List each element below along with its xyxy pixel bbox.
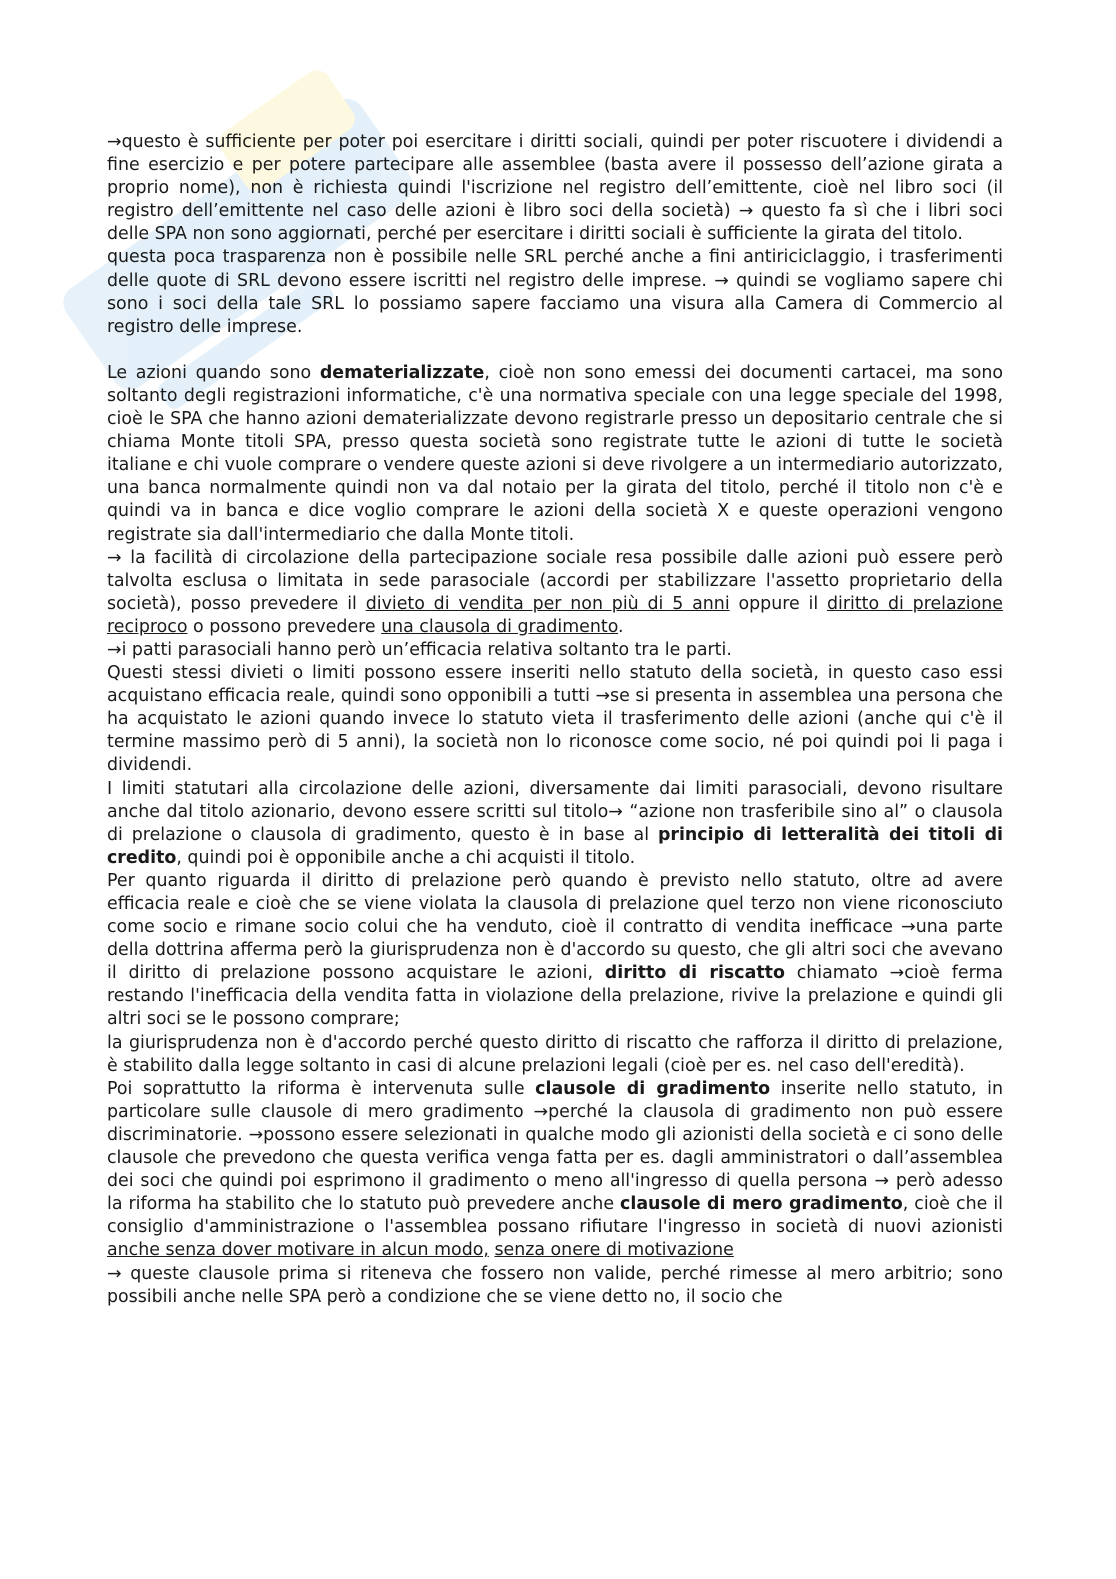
underlined-term: anche senza dover motivare in alcun modo, [107,1240,489,1261]
paragraph-5 [107,639,1003,662]
paragraph-gap [107,339,1003,362]
text-run: questa poca trasparenza non è possibile nelle SRL perché anche a fini antiriciclaggio, i trasferimenti delle quote di SRL devono essere iscritti nel registro delle imprese. → quindi se vogliamo sapere chi sono i soci della tale SRL lo possiamo sapere facciamo una visura alla Camera di Commercio al registro delle imprese. [107,247,1003,337]
paragraph-4 [107,547,1003,639]
bold-term: clausole di mero gradimento [620,1194,903,1215]
text-run: inserite nello statuto, in particolare sulle clausole di mero gradimento →perché la clausola di gradimento non può essere discriminatorie. →possono essere selezionati in qualche modo gli azionisti della società e ci sono delle clausole che prevedono che questa verifica venga fatta per es. dagli amministratori o dall’assemblea dei soci che quindi poi esprimono il gradimento o meno all'ingresso di quella persona → però adesso la riforma ha stabilito che lo statuto può prevedere anche [107,1078,1004,1215]
bold-term: dematerializzate [319,362,485,383]
paragraph-11 [107,1263,1003,1309]
underlined-term: diritto di prelazione reciproco [107,593,1003,637]
text-run: oppure il [729,593,828,614]
paragraph-9 [107,1032,1003,1078]
text-run: . [618,616,624,637]
paragraph-10 [107,1078,1003,1263]
paragraph-8 [107,870,1003,1032]
text-run: o possono prevedere [187,616,382,637]
paragraph-2 [107,246,1003,338]
bold-term: clausole di gradimento [535,1078,771,1099]
bold-term: diritto di riscatto [604,963,785,984]
text-run: , cioè che il consiglio d'amministrazione o l'assemblea possano rifiutare l'ingresso in società di nuovi azionisti [107,1194,1003,1238]
text-run: , cioè non sono emessi dei documenti cartacei, ma sono soltanto degli registrazioni informatiche, c'è una normativa speciale con una legge speciale del 1998, cioè le SPA che hanno azioni dematerializzate devono registrarle presso un depositario centrale che si chiama Monte titoli SPA, presso questa società sono registrate tutte le azioni di tutte le società italiane e chi vuole comprare o vendere queste azioni si deve rivolgere a un intermediario autorizzato, una banca normalmente quindi non va dal notaio per la girata del titolo, perché il titolo non c'è e quindi va in banca e dice voglio comprare le azioni della società X e queste operazioni vengono registrate sia dall'intermediario che dalla Monte titoli. [107,362,1003,545]
underlined-term: senza onere di motivazione [494,1240,734,1261]
underlined-term: divieto di vendita per non più di 5 anni [365,593,730,614]
text-run: Per quanto riguarda il diritto di prelazione però quando è previsto nello statuto, oltre ad avere efficacia reale e cioè che se viene violata la clausola di prelazione quel terzo non viene riconosciuto come socio e rimane socio colui che ha venduto, cioè il contratto di vendita inefficace →una parte della dottrina afferma però la giurisprudenza non è d'accordo su questo, che gli altri soci che avevano il diritto di prelazione possono acquistare le azioni, [107,870,1003,984]
text-run: I limiti statutari alla circolazione delle azioni, diversamente dai limiti parasociali, devono risultare anche dal titolo azionario, devono essere scritti sul titolo→ “azione non trasferibile sino al” o clausola di prelazione o clausola di gradimento, questo è in base al [107,778,1003,845]
underlined-term: una clausola di gradimento [381,616,619,637]
text-run: →i patti parasociali hanno però un’efficacia relativa soltanto tra le parti. [107,639,732,660]
text-run: Poi soprattutto la riforma è intervenuta sulle [107,1078,536,1099]
paragraph-7 [107,778,1003,870]
text-run: Le azioni quando sono [107,362,320,383]
paragraph-6 [107,662,1003,777]
document-body [107,131,1003,1309]
text-run: → la facilità di circolazione della partecipazione sociale resa possibile dalle azioni può essere però talvolta esclusa o limitata in sede parasociale (accordi per stabilizzare l'assetto proprietario della società), posso prevedere il [107,547,1003,614]
text-run: → queste clausole prima si riteneva che fossero non valide, perché rimesse al mero arbitrio; sono possibili anche nelle SPA però a condizione che se viene detto no, il socio che [107,1263,1003,1307]
text-run: →questo è sufficiente per poter poi esercitare i diritti sociali, quindi per poter riscuotere i dividendi a fine esercizio e per potere partecipare alle assemblee (basta avere il possesso dell’azione girata a proprio nome), non è richiesta quindi l'iscrizione nel registro dell’emittente, cioè nel libro soci (il registro dell’emittente nel caso delle azioni è libro soci della società) → questo fa sì che i libri soci delle SPA non sono aggiornati, perché per esercitare i diritti sociali è sufficiente la girata del titolo. [107,132,1003,245]
text-run: Questi stessi divieti o limiti possono essere inseriti nello statuto della società, in questo caso essi acquistano efficacia reale, quindi sono opponibili a tutti →se si presenta in assemblea una persona che ha acquistato le azioni quando invece lo statuto vieta il trasferimento delle azioni (anche qui c'è il termine massimo però di 5 anni), la società non lo riconosce come socio, né poi quindi poi li paga i dividendi. [107,663,1003,776]
text-run: la giurisprudenza non è d'accordo perché questo diritto di riscatto che rafforza il diritto di prelazione, è stabilito dalla legge soltanto in casi di alcune prelazioni legali (cioè per es. nel caso dell'eredità). [107,1032,1003,1076]
paragraph-3 [107,362,1003,547]
bold-term: principio di letteralità dei titoli di credito [107,824,1003,868]
text-run: , quindi poi è opponibile anche a chi acquisti il titolo. [176,847,636,868]
paragraph-1 [107,131,1003,246]
text-run: chiamato →cioè ferma restando l'inefficacia della vendita fatta in violazione della prelazione, rivive la prelazione e quindi gli altri soci se le possono comprare; [107,963,1004,1030]
